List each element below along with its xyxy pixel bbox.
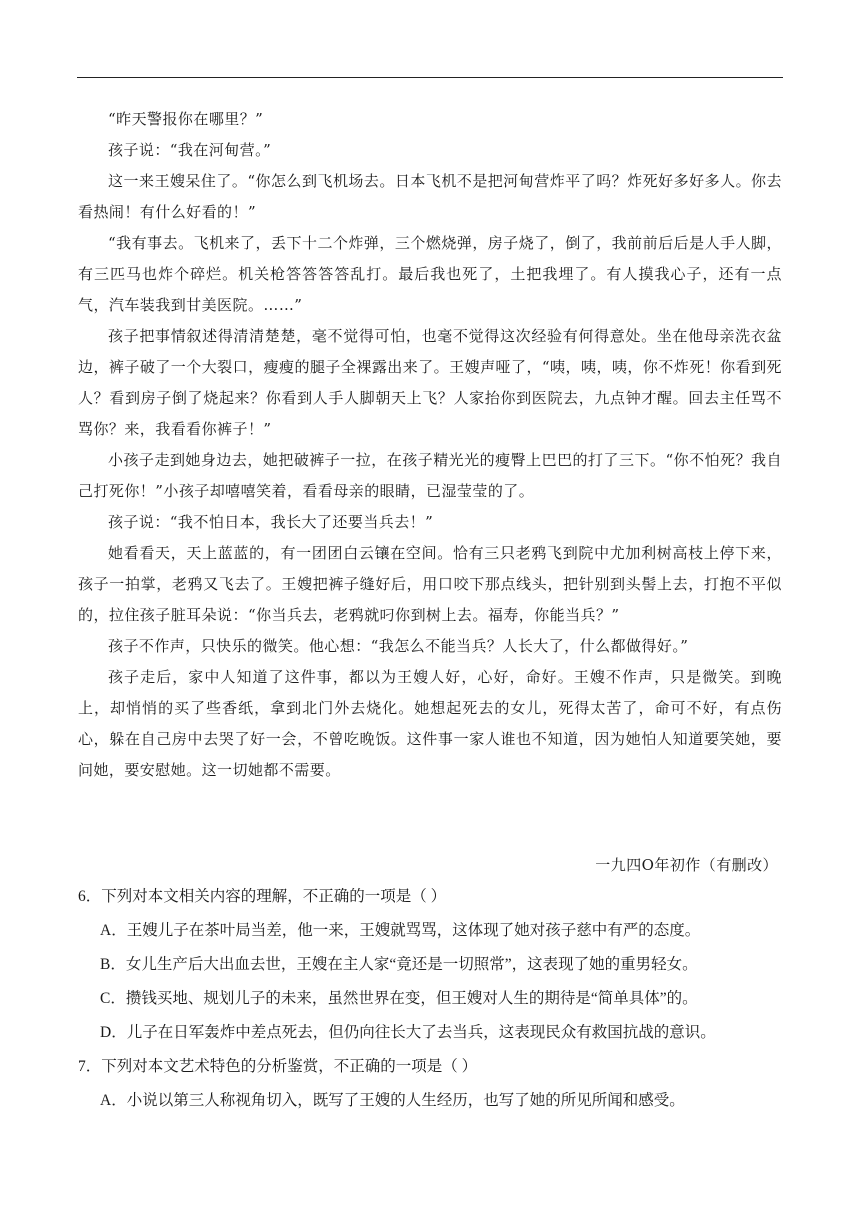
story-paragraph: 她看看天，天上蓝蓝的，有一团团白云镶在空间。恰有三只老鸦飞到院中尤加利树高枝上停下来，孩子一拍掌，老鸦又飞去了。王嫂把裤子缝好后，用口咬下那点线头，把针别到头髻上去，打抱不平似的，拉住孩子脏耳朵说：“你当兵去，老鸦就叼你到树上去。福寿，你能当兵？” [78,544,782,624]
question-7-stem: 7．下列对本文艺术特色的分析鉴赏，不正确的一项是（ ） [78,1058,478,1075]
story-paragraph: 这一来王嫂呆住了。“你怎么到飞机场去。日本飞机不是把河甸营炸平了吗？炸死好多好多人。你去看热闹！有什么好看的！” [78,172,782,221]
story-attribution: 一九四O年初作（有删改） [595,856,778,874]
question-6-option-b: B．女儿生产后大出血去世，王嫂在主人家“竟还是一切照常”，这表现了她的重男轻女。 [100,956,698,973]
story-paragraph: 孩子不作声，只快乐的微笑。他心想：“我怎么不能当兵？人长大了，什么都做得好。” [108,637,689,655]
story-paragraph: 孩子把事情叙述得清清楚楚，毫不觉得可怕，也毫不觉得这次经验有何得意处。坐在他母亲洗衣盆边，裤子破了一个大裂口，瘦瘦的腿子全裸露出来了。王嫂声哑了，“咦，咦，咦，你不炸死！你看到死人？看到房子倒了烧起来？你看到人手人脚朝天上飞？人家抬你到医院去，九点钟才醒。回去主任骂不骂你？来，我看看你裤子！” [78,327,782,438]
story-paragraph: 孩子走后，家中人知道了这件事，都以为王嫂人好，心好，命好。王嫂不作声，只是微笑。到晚上，却悄悄的买了些香纸，拿到北门外去烧化。她想起死去的女儿，死得太苦了，命可不好，有点伤心，躲在自己房中去哭了好一会，不曾吃晚饭。这件事一家人谁也不知道，因为她怕人知道要笑她，要问她，要安慰她。这一切她都不需要。 [78,668,782,779]
story-paragraph: “昨天警报你在哪里？” [108,110,264,128]
story-paragraph: 孩子说：“我不怕日本，我长大了还要当兵去！” [108,513,434,531]
story-paragraph: 小孩子走到她身边去，她把破裤子一拉，在孩子精光光的瘦臀上巴巴的打了三下。“你不怕死？我自己打死你！”小孩子却嘻嘻笑着，看看母亲的眼睛，已湿莹莹的了。 [78,451,782,500]
question-section [78,880,784,1118]
question-6-stem: 6．下列对本文相关内容的理解，不正确的一项是（ ） [78,888,447,905]
question-6-option-a: A．王嫂儿子在茶叶局当差，他一来，王嫂就骂骂，这体现了她对孩子慈中有严的态度。 [100,922,701,939]
header-rule [77,77,783,78]
question-6-option-d: D．儿子在日军轰炸中差点死去，但仍向往长大了去当兵，这表现民众有救国抗战的意识。 [100,1024,716,1041]
story-paragraph: 孩子说：“我在河甸营。” [108,141,272,159]
story-text [78,104,782,786]
story-paragraph: “我有事去。飞机来了，丢下十二个炸弹，三个燃烧弹，房子烧了，倒了，我前前后后是人手人脚，有三匹马也炸个碎烂。机关枪答答答答乱打。最后我也死了，土把我埋了。有人摸我心子，还有一点气，汽车装我到甘美医院。……” [78,234,782,314]
question-7-option-a: A．小说以第三人称视角切入，既写了王嫂的人生经历，也写了她的所见所闻和感受。 [100,1092,685,1109]
question-6-option-c: C．攒钱买地、规划儿子的未来，虽然世界在变，但王嫂对人生的期待是“简单具体”的。 [100,990,698,1007]
